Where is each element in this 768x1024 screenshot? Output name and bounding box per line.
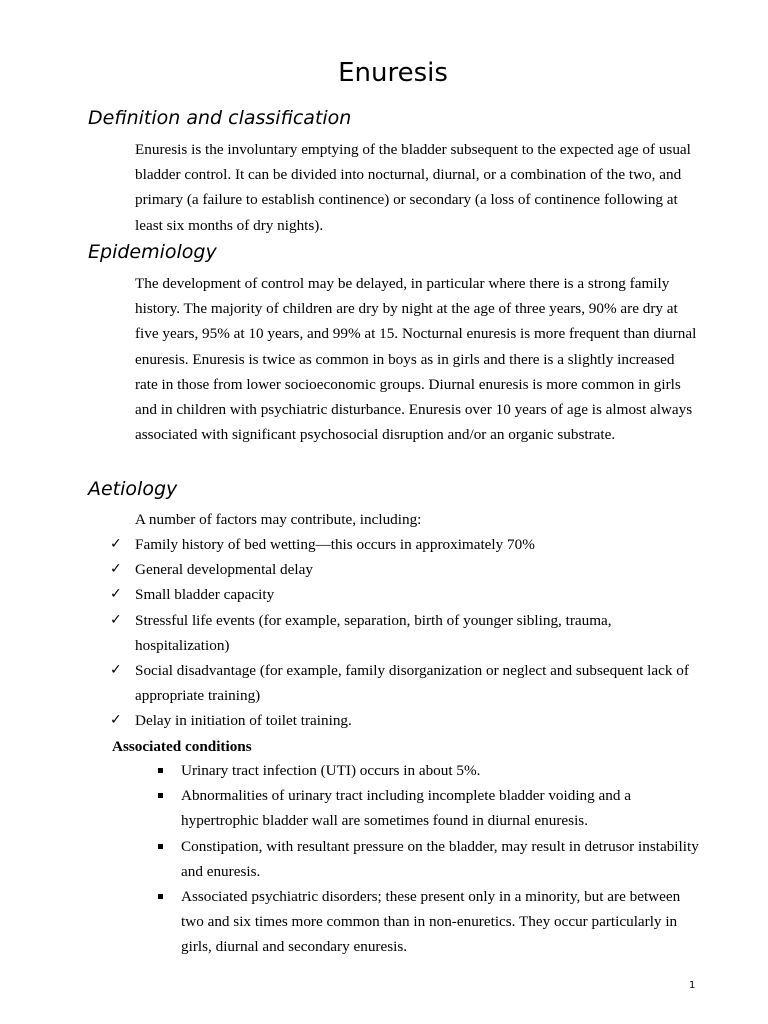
aetiology-intro: A number of factors may contribute, including:	[135, 511, 422, 528]
list-item: Abnormalities of urinary tract including incomplete bladder voiding and a hypertrophic bladder wall are sometimes found in diurnal enuresis.	[181, 783, 701, 833]
heading-definition: Definition and classification	[88, 107, 352, 129]
square-bullet-icon	[158, 793, 163, 798]
checkmark-icon: ✓	[110, 561, 122, 578]
list-item: ✓ Delay in initiation of toilet training.	[135, 708, 705, 733]
square-bullet-icon	[158, 768, 163, 773]
definition-paragraph: Enuresis is the involuntary emptying of the bladder subsequent to the expected age of usual bladder control. It can be divided into nocturnal, diurnal, or a combination of the two, and primary (a failure to establish continence) or secondary (a loss of continence following at least six months of dry nights).	[135, 141, 691, 234]
heading-epidemiology: Epidemiology	[88, 241, 217, 263]
associated-conditions-heading: Associated conditions	[112, 738, 252, 755]
aetiology-factor-list	[110, 532, 705, 734]
epidemiology-paragraph: The development of control may be delayed, in particular where there is a strong family history. The majority of children are dry by night at the age of three years, 90% are dry at five years, 95% at 10 years, and 99% at 15. Nocturnal enuresis is more frequent than diurnal enuresis. Enuresis is twice as common in boys as in girls and there is a slightly increased rate in those from lower socioeconomic groups. Diurnal enuresis is more common in girls and in children with psychiatric disturbance. Enuresis over 10 years of age is almost always associated with significant psychosocial disruption and/or an organic substrate.	[135, 275, 697, 444]
document-title: Enuresis	[338, 58, 448, 88]
list-item: ✓ Family history of bed wetting—this occurs in approximately 70%	[135, 532, 705, 557]
square-bullet-icon	[158, 844, 163, 849]
heading-aetiology: Aetiology	[88, 478, 178, 500]
list-item: ✓ General developmental delay	[135, 557, 705, 582]
list-item: Associated psychiatric disorders; these present only in a minority, but are between two and six times more common than in non-enuretics. They occur particularly in girls, diurnal and secondary enuresis.	[181, 884, 701, 960]
list-item: Urinary tract infection (UTI) occurs in about 5%.	[181, 758, 701, 783]
checkmark-icon: ✓	[110, 712, 122, 729]
list-item: Constipation, with resultant pressure on the bladder, may result in detrusor instability and enuresis.	[181, 834, 701, 884]
checkmark-icon: ✓	[110, 536, 122, 552]
page-number: 1	[689, 980, 696, 991]
associated-conditions-list	[181, 758, 701, 960]
list-item: ✓ Small bladder capacity	[135, 582, 705, 607]
square-bullet-icon	[158, 894, 163, 899]
checkmark-icon: ✓	[110, 611, 122, 628]
checkmark-icon: ✓	[110, 662, 122, 679]
checkmark-icon: ✓	[110, 586, 122, 603]
list-item: ✓ Stressful life events (for example, separation, birth of younger sibling, trauma, hospitalization)	[135, 608, 705, 658]
list-item: ✓ Social disadvantage (for example, family disorganization or neglect and subsequent lack of appropriate training)	[135, 658, 705, 708]
